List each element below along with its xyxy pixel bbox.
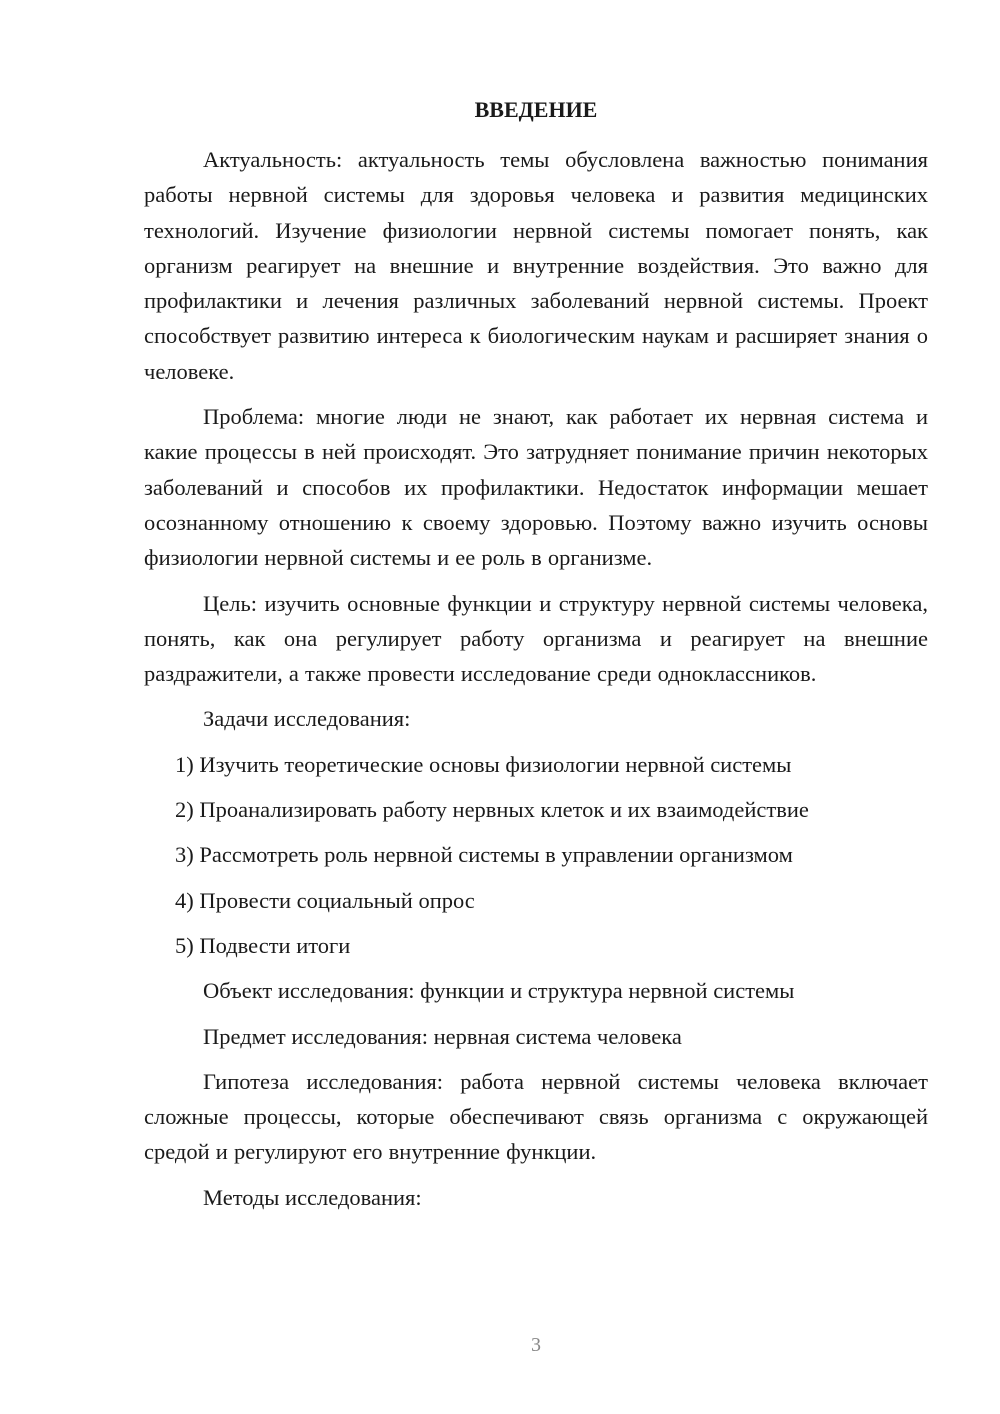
task-item-2: 2) Проанализировать работу нервных клеток и их взаимодействие <box>175 797 809 823</box>
paragraph-methods: Методы исследования: <box>203 1184 422 1210</box>
paragraph-object: Объект исследования: функции и структура нервной системы <box>203 978 795 1004</box>
paragraph-goal: Цель: изучить основные функции и структуру нервной системы человека, понять, как она регулирует работу организма и реагирует на внешние раздражители, а также провести исследование среди одноклассников. <box>144 590 928 687</box>
page-title: ВВЕДЕНИЕ <box>474 97 598 122</box>
page-number: 3 <box>531 1334 541 1356</box>
paragraph-hypothesis: Гипотеза исследования: работа нервной системы человека включает сложные процессы, которые обеспечивают связь организма с окружающей средой и регулируют его внутренние функции. <box>144 1068 928 1165</box>
tasks-heading: Задачи исследования: <box>203 706 411 732</box>
page-content <box>144 94 928 1225</box>
paragraph-subject: Предмет исследования: нервная система человека <box>203 1023 682 1049</box>
paragraph-problem: Проблема: многие люди не знают, как работает их нервная система и какие процессы в ней происходят. Это затрудняет понимание причин некоторых заболеваний и способов их профилактики. Недостаток информации мешает осознанному отношению к своему здоровью. Поэтому важно изучить основы физиологии нервной системы и ее роль в организме. <box>144 404 928 571</box>
task-item-4: 4) Провести социальный опрос <box>175 887 475 913</box>
task-item-5: 5) Подвести итоги <box>175 932 351 958</box>
tasks-list <box>144 747 928 963</box>
task-item-1: 1) Изучить теоретические основы физиологии нервной системы <box>175 751 792 777</box>
paragraph-relevance: Актуальность: актуальность темы обусловлена важностью понимания работы нервной системы для здоровья человека и развития медицинских технологий. Изучение физиологии нервной системы помогает понять, как организм реагирует на внешние и внутренние воздействия. Это важно для профилактики и лечения различных заболеваний нервной системы. Проект способствует развитию интереса к биологическим наукам и расширяет знания о человеке. <box>144 147 928 384</box>
task-item-3: 3) Рассмотреть роль нервной системы в управлении организмом <box>175 842 793 868</box>
